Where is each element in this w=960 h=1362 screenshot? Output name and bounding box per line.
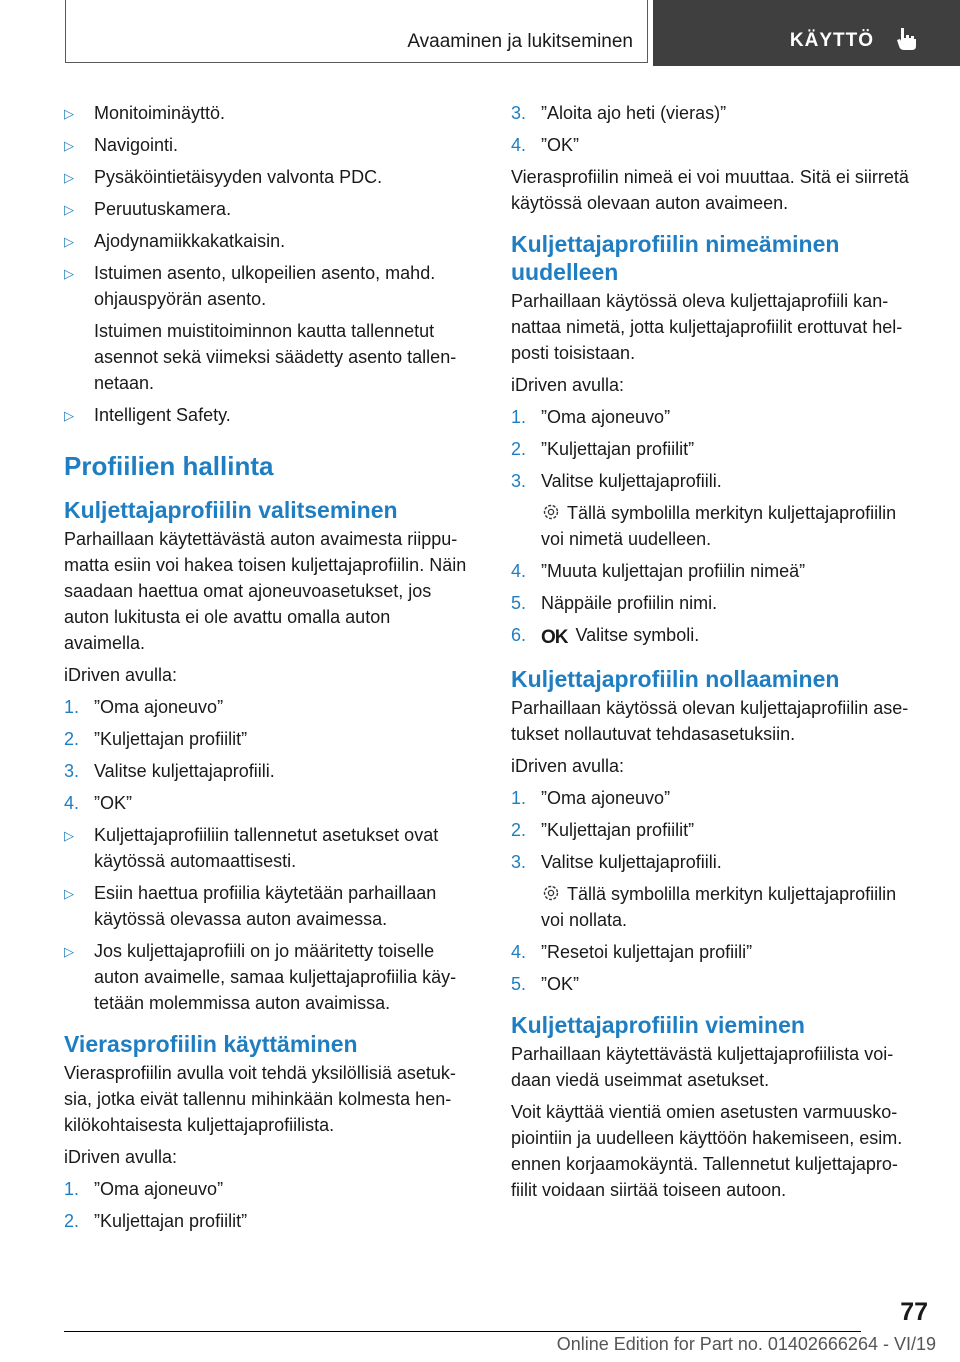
step-note: Tällä symbolilla merkityn kuljettajaprofiilin voi nimetä uudelleen. [541,503,897,549]
edition-footer: Online Edition for Part no. 01402666264 - VI/19 [556,1334,936,1354]
step-item: 1. ”Oma ajoneuvo” [64,1176,476,1202]
bullet-triangle-icon: ▷ [64,266,74,281]
step-item: 3. Valitse kuljettajaprofiili. [64,758,476,784]
paragraph: iDriven avulla: [511,375,625,395]
step-number: 4. [511,135,527,155]
heading-export-profile: Kuljettajaprofiilin vieminen [511,1012,805,1038]
list-item: ▷ Monitoiminäyttö. [64,100,476,126]
bullet-triangle-icon: ▷ [64,234,74,249]
step-number: 1. [64,697,80,717]
bullet-triangle-icon: ▷ [64,886,74,901]
step-number: 2. [511,439,527,459]
step-item: 2. ”Kuljettajan profiilit” [64,726,476,752]
paragraph: Voit käyttää vientiä omien asetusten varmuusko‐piointiin ja uudelleen käyttöön hakemiseen, esim. ennen korjaamokäyntä. Tallennetut kuljettajapro‐fiilit voidaan siirtää toiseen autoon. [511,1102,903,1200]
list-item: ▷ Kuljettajaprofiiliin tallennetut asetukset ovat käytössä automaattisesti. [64,825,439,871]
step-number: 5. [511,593,527,613]
step-number: 1. [511,407,527,427]
step-item: 2. ”Kuljettajan profiilit” [511,436,923,462]
paragraph: iDriven avulla: [64,665,178,685]
step-number: 3. [511,103,527,123]
heading-select-profile: Kuljettajaprofiilin valitseminen [64,497,398,523]
step-item: 1. ”Oma ajoneuvo” [64,694,476,720]
paragraph: Parhaillaan käytössä oleva kuljettajaprofiili kan‐nattaa nimetä, jotta kuljettajaprofiilit erottuvat hel‐posti toisistaan. [511,291,903,363]
step-item: 2. ”Kuljettajan profiilit” [64,1208,476,1234]
paragraph: Parhaillaan käytössä olevan kuljettajaprofiilin ase‐tukset nollautuvat tehdasasetuksiin. [511,698,909,744]
list-item-note: Istuimen muistitoiminnon kautta tallennetut asennot sekä viimeksi säädetty asento tallen‐netaan. [94,321,457,393]
right-column [511,100,923,1209]
gear-icon [541,883,561,903]
bullet-triangle-icon: ▷ [64,170,74,185]
step-item: 1. ”Oma ajoneuvo” [511,785,923,811]
bullet-triangle-icon: ▷ [64,408,74,423]
step-item: 5. ”OK” [511,971,923,997]
paragraph: iDriven avulla: [64,1147,178,1167]
bullet-triangle-icon: ▷ [64,106,74,121]
step-item: 3. ”Aloita ajo heti (vieras)” [511,100,923,126]
paragraph: Vierasprofiilin nimeä ei voi muuttaa. Sitä ei siirretä käytössä olevaan auton avaimeen. [511,167,909,213]
step-number: 1. [511,788,527,808]
list-item: ▷ Ajodynamiikkakatkaisin. [64,228,476,254]
step-number: 3. [511,471,527,491]
list-item: ▷ Navigointi. [64,132,476,158]
step-number: 3. [511,852,527,872]
paragraph: iDriven avulla: [511,756,625,776]
list-item: ▷ Jos kuljettajaprofiili on jo määritetty toiselle auton avaimelle, samaa kuljettajaprofiilia käy‐tetään molemmissa auton avaimissa. [64,941,457,1013]
bullet-triangle-icon: ▷ [64,828,74,843]
left-column [64,100,476,1240]
step-item: 2. ”Kuljettajan profiilit” [511,817,923,843]
step-number: 4. [511,942,527,962]
list-item: ▷ Esiin haettua profiilia käytetään parhaillaan käytössä olevassa auton avaimessa. [64,883,437,929]
step-item: 5. Näppäile profiilin nimi. [511,590,923,616]
list-item: ▷ Intelligent Safety. [64,402,476,428]
step-number: 3. [64,761,80,781]
step-item: 4. ”OK” [511,132,923,158]
heading-rename-profile: Kuljettajaprofiilin nimeäminen uudelleen [511,231,840,285]
step-number: 2. [64,1211,80,1231]
page-header [0,0,960,66]
list-item: ▷ Pysäköintietäisyyden valvonta PDC. [64,164,476,190]
bullet-triangle-icon: ▷ [64,944,74,959]
heading-guest-profile: Vierasprofiilin käyttäminen [64,1031,358,1057]
step-item: 4. ”Resetoi kuljettajan profiili” [511,939,923,965]
step-number: 2. [511,820,527,840]
step-note: Tällä symbolilla merkityn kuljettajaprofiilin voi nollata. [541,884,897,930]
step-item: 6. OK Valitse symboli. [511,622,923,651]
step-number: 1. [64,1179,80,1199]
section-title: Avaaminen ja lukitseminen [65,0,648,63]
paragraph: Parhaillaan käytettävästä kuljettajaprofiilista voi‐daan viedä useimmat asetukset. [511,1044,894,1090]
bullet-triangle-icon: ▷ [64,202,74,217]
chapter-tab [653,0,960,66]
step-item: 1. ”Oma ajoneuvo” [511,404,923,430]
step-number: 2. [64,729,80,749]
step-item: 3. Valitse kuljettajaprofiili. [511,849,923,875]
heading-reset-profile: Kuljettajaprofiilin nollaaminen [511,666,840,692]
paragraph: Vierasprofiilin avulla voit tehdä yksilöllisiä asetuk‐sia, jotka eivät tallennu mihinkään kolmesta hen‐kilökohtaisesta kuljettajaprofiilista. [64,1063,456,1135]
step-number: 5. [511,974,527,994]
list-item: ▷ Istuimen asento, ulkopeilien asento, mahd. ohjauspyörän asento. [64,263,436,309]
paragraph: Parhaillaan käytettävästä auton avaimesta riippu‐matta esiin voi hakea toisen kuljettajaprofiilin. Näin saadaan haettua omat ajoneuvoasetukset, jos auton lukitusta ei ole avattu omalla auton avaimella. [64,529,467,653]
footer-divider [64,1331,861,1332]
step-number: 4. [511,561,527,581]
step-item: 4. ”Muuta kuljettajan profiilin nimeä” [511,558,923,584]
heading-profiles: Profiilien hallinta [64,451,274,481]
gear-icon [541,502,561,522]
list-item: ▷ Peruutuskamera. [64,196,476,222]
ok-icon: OK [541,627,568,648]
hand-pointer-icon [894,26,920,52]
chapter-title: KÄYTTÖ [789,30,874,51]
step-item: 3. Valitse kuljettajaprofiili. [511,468,923,494]
step-number: 4. [64,793,80,813]
bullet-triangle-icon: ▷ [64,138,74,153]
page-number: 77 [900,1298,928,1326]
step-number: 6. [511,625,527,645]
step-item: 4. ”OK” [64,790,476,816]
